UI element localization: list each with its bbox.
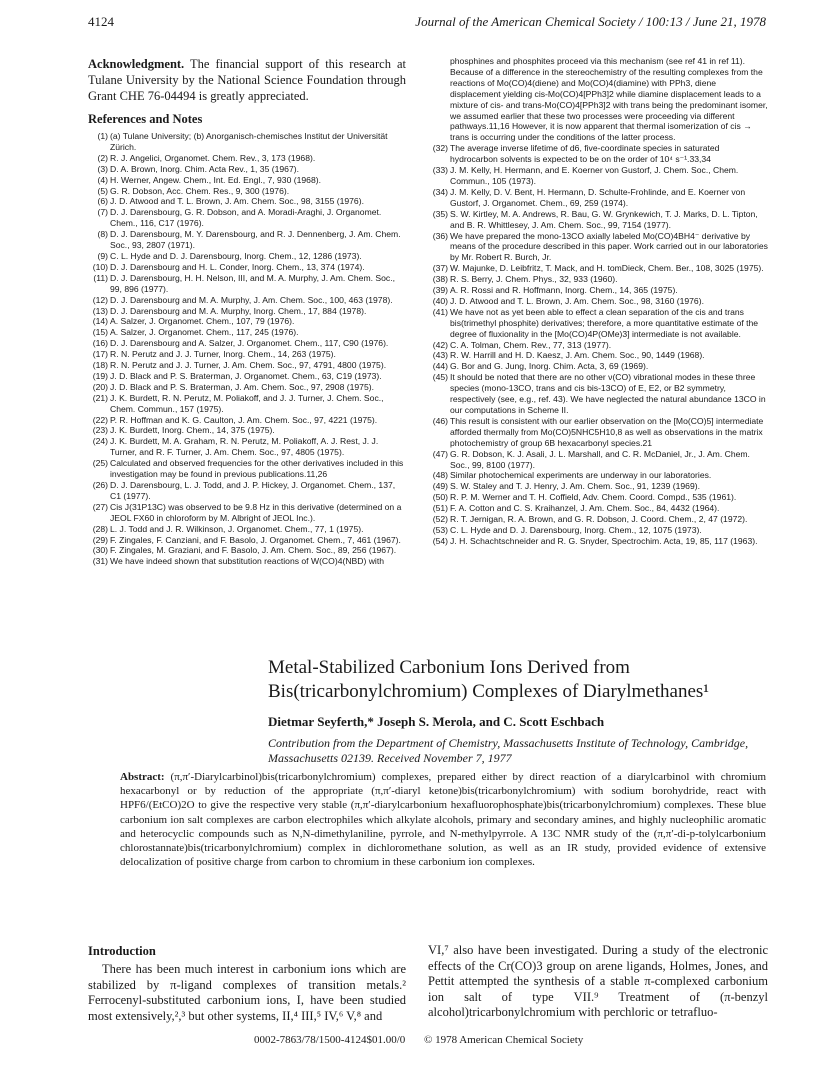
reference-number: (38)	[432, 274, 448, 285]
reference-text: We have not as yet been able to effect a clean separation of the cis and trans bis(trimethyl phosphite) derivatives; therefore, a more quantitative estimate of the degree of fluxionality in the [Mo(CO)4P(OMe)3] intermediate is not available.	[450, 306, 759, 339]
reference-item	[88, 436, 406, 458]
reference-text: R. J. Angelici, Organomet. Chem. Rev., 3, 173 (1968).	[110, 152, 316, 163]
authors: Dietmar Seyferth,* Joseph S. Merola, and C. Scott Eschbach	[268, 714, 605, 729]
reference-item	[428, 372, 768, 416]
reference-number: (6)	[97, 196, 108, 207]
reference-text: J. K. Burdett, Inorg. Chem., 14, 375 (1975).	[110, 425, 275, 436]
footer-code: 0002-7863/78/1500-4124$01.00/0	[254, 1034, 406, 1046]
reference-text: We have prepared the mono-13CO axially labeled Mo(CO)4BH4⁻ derivative by means of the procedure described in this paper. Work carried out in our laboratories by Mr. Robert R. Burch, Jr.	[450, 230, 768, 263]
reference-item	[88, 425, 406, 436]
reference-text: C. L. Hyde and D. J. Darensbourg, Inorg. Chem., 12, 1075 (1973).	[450, 524, 702, 535]
reference-item	[428, 525, 768, 536]
reference-item	[428, 361, 768, 372]
reference-text: D. J. Darensbourg and H. L. Conder, Inorg. Chem., 13, 374 (1974).	[110, 261, 365, 272]
reference-text: F. Zingales, M. Graziani, and F. Basolo, J. Am. Chem. Soc., 89, 256 (1967).	[110, 545, 397, 556]
reference-number: (48)	[432, 470, 448, 481]
reference-item	[428, 536, 768, 547]
reference-text: Cis J(31P13C) was observed to be 9.8 Hz in this derivative (determined on a JEOL FX60 in chloroform by M. Albright of JEOL Inc.).	[110, 501, 402, 523]
journal-citation: Journal of the American Chemical Society / 100:13 / June 21, 1978	[415, 14, 766, 29]
reference-text: R. N. Perutz and J. J. Turner, J. Am. Chem. Soc., 97, 4791, 4800 (1975).	[110, 360, 387, 371]
reference-number: (37)	[432, 263, 448, 274]
reference-item	[428, 209, 768, 231]
reference-number: (4)	[97, 174, 108, 185]
reference-number: (42)	[432, 339, 448, 350]
reference-number: (49)	[432, 481, 448, 492]
reference-item	[428, 481, 768, 492]
introduction-left	[88, 944, 406, 1024]
reference-item	[428, 449, 768, 471]
title-line-2: Bis(tricarbonylchromium) Complexes of Diarylmethanes¹	[268, 681, 710, 702]
reference-item	[88, 327, 406, 338]
reference-number: (39)	[432, 285, 448, 296]
reference-text: D. J. Darensbourg, M. Y. Darensbourg, and R. J. Dennenberg, J. Am. Chem. Soc., 93, 2807 (1971).	[110, 229, 401, 251]
reference-text: D. J. Darensbourg, G. R. Dobson, and A. Moradi-Araghi, J. Organomet. Chem., 116, C17 (1976).	[110, 207, 382, 229]
reference-text: (a) Tulane University; (b) Anorganisch-chemisches Institut der Universität Zürich.	[110, 131, 388, 152]
reference-text: R. N. Perutz and J. J. Turner, Inorg. Chem., 14, 263 (1975).	[110, 349, 336, 360]
reference-item	[428, 350, 768, 361]
acknowledgment	[88, 56, 406, 104]
reference-text: D. J. Darensbourg, H. H. Nelson, III, and M. A. Murphy, J. Am. Chem. Soc., 99, 896 (1977).	[110, 272, 395, 294]
reference-item	[88, 316, 406, 327]
reference-item	[88, 175, 406, 186]
introduction-heading: Introduction	[88, 944, 156, 958]
reference-number: (32)	[432, 143, 448, 154]
reference-text: A. Salzer, J. Organomet. Chem., 117, 245 (1976).	[110, 327, 299, 338]
reference-text: C. A. Tolman, Chem. Rev., 77, 313 (1977).	[450, 339, 612, 350]
references-list-right	[428, 143, 768, 547]
reference-item	[88, 207, 406, 229]
reference-number: (47)	[432, 448, 448, 459]
reference-item	[88, 535, 406, 546]
reference-item	[88, 251, 406, 262]
reference-item	[88, 524, 406, 535]
reference-number: (51)	[432, 503, 448, 514]
reference-item	[428, 340, 768, 351]
reference-item	[428, 165, 768, 187]
reference-text: H. Werner, Angew. Chem., Int. Ed. Engl., 7, 930 (1968).	[110, 174, 321, 185]
reference-number: (29)	[92, 534, 108, 545]
reference-text: J. M. Kelly, D. V. Bent, H. Hermann, D. Schulte-Frohlinde, and E. Koerner von Gustorf, J. Organomet. Chem., 69, 259 (1974).	[450, 186, 746, 208]
reference-number: (44)	[432, 361, 448, 372]
reference-number: (24)	[92, 436, 108, 447]
reference-number: (3)	[97, 163, 108, 174]
reference-text: A. R. Rossi and R. Hoffmann, Inorg. Chem., 14, 365 (1975).	[450, 285, 678, 296]
page-number: 4124	[88, 14, 114, 29]
reference-number: (45)	[432, 372, 448, 383]
reference-number: (28)	[92, 523, 108, 534]
reference-text: F. A. Cotton and C. S. Kraihanzel, J. Am. Chem. Soc., 84, 4432 (1964).	[450, 503, 720, 514]
reference-text: Calculated and observed frequencies for the other derivatives included in this investigation may be found in previous publications.11,26	[110, 458, 404, 480]
reference-text: J. D. Atwood and T. L. Brown, J. Am. Chem. Soc., 98, 3155 (1976).	[110, 196, 364, 207]
reference-number: (20)	[92, 381, 108, 392]
reference-text: J. D. Black and P. S. Braterman, J. Am. Chem. Soc., 97, 2908 (1975).	[110, 381, 374, 392]
introduction-paragraph-right: VI,⁷ also have been investigated. During a study of the electronic effects of the Cr(CO)3 group on arene ligands, Holmes, Jones, and Pettit attempted the synthesis of a stable π-complexed carbonium ion salt of type VII.⁹ Treatment of (π-benzyl alcohol)tricarbonylchromium with perchloric or tetrafluo-	[428, 943, 768, 1019]
reference-text: F. Zingales, F. Canziani, and F. Basolo, J. Organomet. Chem., 7, 461 (1967).	[110, 534, 401, 545]
reference-item	[428, 492, 768, 503]
reference-item	[88, 273, 406, 295]
article-header	[268, 656, 778, 766]
reference-item	[88, 262, 406, 273]
reference-number: (10)	[92, 261, 108, 272]
reference-number: (1)	[97, 131, 108, 141]
reference-item	[88, 349, 406, 360]
reference-text: P. R. Hoffman and K. G. Caulton, J. Am. Chem. Soc., 97, 4221 (1975).	[110, 414, 378, 425]
affiliation: Contribution from the Department of Chemistry, Massachusetts Institute of Technology, Cambridge, Massachusetts 02139. Received November 7, 1977	[268, 736, 749, 765]
abstract-label: Abstract:	[120, 771, 165, 783]
reference-item	[428, 263, 768, 274]
reference-text: G. Bor and G. Jung, Inorg. Chim. Acta, 3, 69 (1969).	[450, 361, 649, 372]
acknowledgment-text: The financial support of this research at Tulane University by the National Science Foundation through Grant CHE 76-04494 is greatly appreciated.	[88, 57, 406, 103]
reference-31-continuation: phosphines and phosphites proceed via this mechanism (see ref 41 in ref 11). Because of a difference in the stereochemistry of the resulting complexes from the reactions of Mo(CO)4(diene) and Mo(CO)4(diamine) with PPh3, diene displacement yielding cis-Mo(CO)4[PPh3]2 while diamine displacement leads to a mixture of cis- and trans-Mo(CO)4[PPh3]2 with trans being the predominant isomer, we assumed earlier that these two processes were proceeding via different pathways.11,16 However, it is now apparent that thermal isomerization of cis → trans is occurring under the conditions of the latter process.	[450, 56, 768, 143]
reference-text: R. W. Harrill and H. D. Kaesz, J. Am. Chem. Soc., 90, 1449 (1968).	[450, 350, 705, 361]
reference-item	[88, 186, 406, 197]
reference-text: D. J. Darensbourg and M. A. Murphy, J. Am. Chem. Soc., 100, 463 (1978).	[110, 294, 393, 305]
reference-number: (40)	[432, 295, 448, 306]
reference-item	[88, 545, 406, 556]
reference-text: G. R. Dobson, K. J. Asali, J. L. Marshall, and C. R. McDaniel, Jr., J. Am. Chem. Soc., 99, 8100 (1977).	[450, 448, 750, 470]
reference-number: (33)	[432, 165, 448, 176]
reference-text: S. W. Staley and T. J. Henry, J. Am. Chem. Soc., 91, 1239 (1969).	[450, 481, 700, 492]
reference-item	[428, 503, 768, 514]
reference-text: D. A. Brown, Inorg. Chim. Acta Rev., 1, 35 (1967).	[110, 163, 299, 174]
reference-item	[88, 196, 406, 207]
reference-text: J. H. Schachtschneider and R. G. Snyder, Spectrochim. Acta, 19, 85, 117 (1963).	[450, 535, 758, 546]
reference-number: (26)	[92, 480, 108, 490]
reference-text: D. J. Darensbourg and A. Salzer, J. Organomet. Chem., 117, C90 (1976).	[110, 338, 389, 349]
reference-text: J. K. Burdett, M. A. Graham, R. N. Perutz, M. Poliakoff, A. J. Rest, J. J. Turner, and R. F. Turner, J. Am. Chem. Soc., 97, 4805 (1975).	[110, 436, 379, 458]
reference-text: W. Majunke, D. Leibfritz, T. Mack, and H. tomDieck, Chem. Ber., 108, 3025 (1975).	[450, 263, 764, 274]
acknowledgment-label: Acknowledgment.	[88, 57, 185, 71]
reference-text: S. W. Kirtley, M. A. Andrews, R. Bau, G. W. Grynkewich, T. J. Marks, D. L. Tipton, and B. R. Whittlesey, J. Am. Chem. Soc., 99, 7154 (1977).	[450, 208, 758, 230]
reference-number: (2)	[97, 152, 108, 163]
introduction-right	[428, 943, 768, 1021]
reference-number: (5)	[97, 185, 108, 196]
reference-number: (19)	[92, 370, 108, 381]
reference-text: The average inverse lifetime of d6, five-coordinate species in saturated hydrocarbon solvents is expected to be on the order of 10⁴ s⁻¹.33,34	[450, 143, 720, 165]
reference-number: (8)	[97, 229, 108, 240]
reference-number: (50)	[432, 492, 448, 503]
reference-number: (7)	[97, 207, 108, 218]
reference-text: J. D. Atwood and T. L. Brown, J. Am. Chem. Soc., 98, 3160 (1976).	[450, 295, 704, 306]
reference-item	[428, 274, 768, 285]
reference-item	[88, 415, 406, 426]
reference-text: R. T. Jernigan, R. A. Brown, and G. R. Dobson, J. Coord. Chem., 2, 47 (1972).	[450, 514, 748, 525]
reference-item	[428, 285, 768, 296]
left-column	[88, 56, 406, 567]
reference-number: (9)	[97, 250, 108, 261]
reference-number: (53)	[432, 524, 448, 535]
reference-text: This result is consistent with our earlier observation on the [Mo(CO)5] intermediate afforded thermally from Mo(CO)5NHC5H10,8 as well as observations in the matrix photochemistry of group 6B hexacarbonyl species.21	[450, 415, 764, 448]
reference-number: (36)	[432, 230, 448, 241]
reference-text: G. R. Dobson, Acc. Chem. Res., 9, 300 (1976).	[110, 185, 290, 196]
reference-number: (46)	[432, 415, 448, 426]
reference-text: R. S. Berry, J. Chem. Phys., 32, 933 (1960).	[450, 274, 618, 285]
reference-item	[88, 502, 406, 524]
reference-number: (14)	[92, 316, 108, 327]
reference-text: L. J. Todd and J. R. Wilkinson, J. Organomet. Chem., 77, 1 (1975).	[110, 523, 364, 534]
reference-number: (22)	[92, 414, 108, 425]
reference-number: (16)	[92, 338, 108, 349]
title-line-1: Metal-Stabilized Carbonium Ions Derived from	[268, 657, 630, 678]
reference-item	[428, 296, 768, 307]
reference-number: (27)	[92, 501, 108, 512]
reference-item	[88, 458, 406, 480]
reference-text: J. K. Burdett, R. N. Perutz, M. Poliakoff, and J. J. Turner, J. Chem. Soc., Chem. Commun., 157 (1975).	[110, 392, 384, 414]
reference-item	[428, 307, 768, 340]
reference-text: It should be noted that there are no other ν(CO) vibrational modes in these three species (mono-13CO, trans and cis bis-13CO) of E, E2, or B2 symmetry, respectively (see, e.g., ref. 43). We have neglected the natural abundance 13CO in our computations in Scheme II.	[450, 372, 766, 415]
reference-item	[88, 229, 406, 251]
reference-text: R. P. M. Werner and T. H. Coffield, Adv. Chem. Coord. Compd., 535 (1961).	[450, 492, 737, 503]
reference-number: (15)	[92, 327, 108, 338]
reference-item	[88, 480, 406, 502]
reference-item	[88, 295, 406, 306]
footer-copyright: © 1978 American Chemical Society	[424, 1034, 584, 1046]
reference-text: A. Salzer, J. Organomet. Chem., 107, 79 (1976).	[110, 316, 295, 327]
reference-number: (31)	[92, 556, 108, 567]
reference-number: (18)	[92, 360, 108, 371]
reference-number: (43)	[432, 350, 448, 361]
reference-number: (12)	[92, 294, 108, 305]
page-header	[88, 14, 766, 34]
reference-item	[88, 360, 406, 371]
reference-number: (54)	[432, 535, 448, 546]
reference-text: C. L. Hyde and D. J. Darensbourg, Inorg. Chem., 12, 1286 (1973).	[110, 250, 362, 261]
reference-text: We have indeed shown that substitution reactions of W(CO)4(NBD) with	[110, 556, 385, 567]
abstract-text: (π,π′-Diarylcarbinol)bis(tricarbonylchromium) complexes, prepared either by direct reaction of a diarylcarbinol with chromium hexacarbonyl or by reduction of the appropriate (π,π′-diaryl ketone)bis(tricarbonylchromium) with sodium borohydride, react with HPF6/(EtCO)2O to give the respective very stable (π,π′-diarylcarbonium hexafluorophosphate)bis(tricarbonylchromium) complexes. These blue carbonium ion salt complexes are carbon electrophiles which alkylate alcohols, primary and secondary amines, and highly nucleophilic aromatic and heterocyclic compounds such as N,N-dimethylaniline, pyrrole, and N-methylpyrrole. A 13C NMR study of the (π,π′-di-p-tolylcarbonium chlorostannate)bis(tricarbonylchromium) complex in dichloromethane solution, as well as an IR study, provided evidence of extensive delocalization of positive charge from carbon to chromium in these carbonium ion complexes.	[120, 771, 766, 869]
reference-number: (13)	[92, 305, 108, 316]
reference-number: (30)	[92, 545, 108, 556]
references-list-left	[88, 131, 406, 567]
reference-item	[88, 338, 406, 349]
reference-number: (25)	[92, 458, 108, 469]
reference-number: (23)	[92, 425, 108, 436]
reference-item	[428, 416, 768, 449]
abstract	[120, 770, 766, 869]
reference-item	[88, 131, 406, 153]
reference-item	[88, 306, 406, 317]
reference-text: D. J. Darensbourg and M. A. Murphy, Inorg. Chem., 17, 884 (1978).	[110, 305, 367, 316]
reference-item	[428, 470, 768, 481]
reference-number: (34)	[432, 186, 448, 197]
reference-item	[428, 187, 768, 209]
reference-text: D. J. Darensbourg, L. J. Todd, and J. P. Hickey, J. Organomet. Chem., 137, C1 (1977).	[110, 480, 396, 501]
reference-item	[88, 153, 406, 164]
reference-item	[428, 514, 768, 525]
reference-number: (52)	[432, 514, 448, 525]
reference-item	[88, 382, 406, 393]
reference-item	[428, 143, 768, 165]
reference-number: (41)	[432, 306, 448, 317]
reference-number: (11)	[93, 272, 108, 283]
reference-item	[428, 231, 768, 264]
references-heading: References and Notes	[88, 112, 203, 126]
reference-item	[88, 393, 406, 415]
reference-text: J. M. Kelly, H. Hermann, and E. Koerner von Gustorf, J. Chem. Soc., Chem. Commun., 105 (1973).	[450, 165, 739, 186]
reference-text: J. D. Black and P. S. Braterman, J. Organomet. Chem., 63, C19 (1973).	[110, 370, 382, 381]
article-title	[268, 656, 778, 704]
right-column	[428, 56, 768, 547]
reference-item	[88, 371, 406, 382]
reference-number: (35)	[432, 208, 448, 219]
introduction-paragraph-left: There has been much interest in carbonium ions which are stabilized by π-ligand complexes of transition metals.² Ferrocenyl-substituted carbonium ions, I, have been studied most extensively,²,³ but other systems, II,⁴ III,⁵ IV,⁶ V,⁸ and	[88, 962, 406, 1023]
reference-item	[88, 556, 406, 567]
reference-item	[88, 164, 406, 175]
reference-number: (21)	[92, 392, 108, 403]
reference-number: (17)	[92, 349, 108, 360]
reference-text: Similar photochemical experiments are underway in our laboratories.	[450, 470, 712, 481]
